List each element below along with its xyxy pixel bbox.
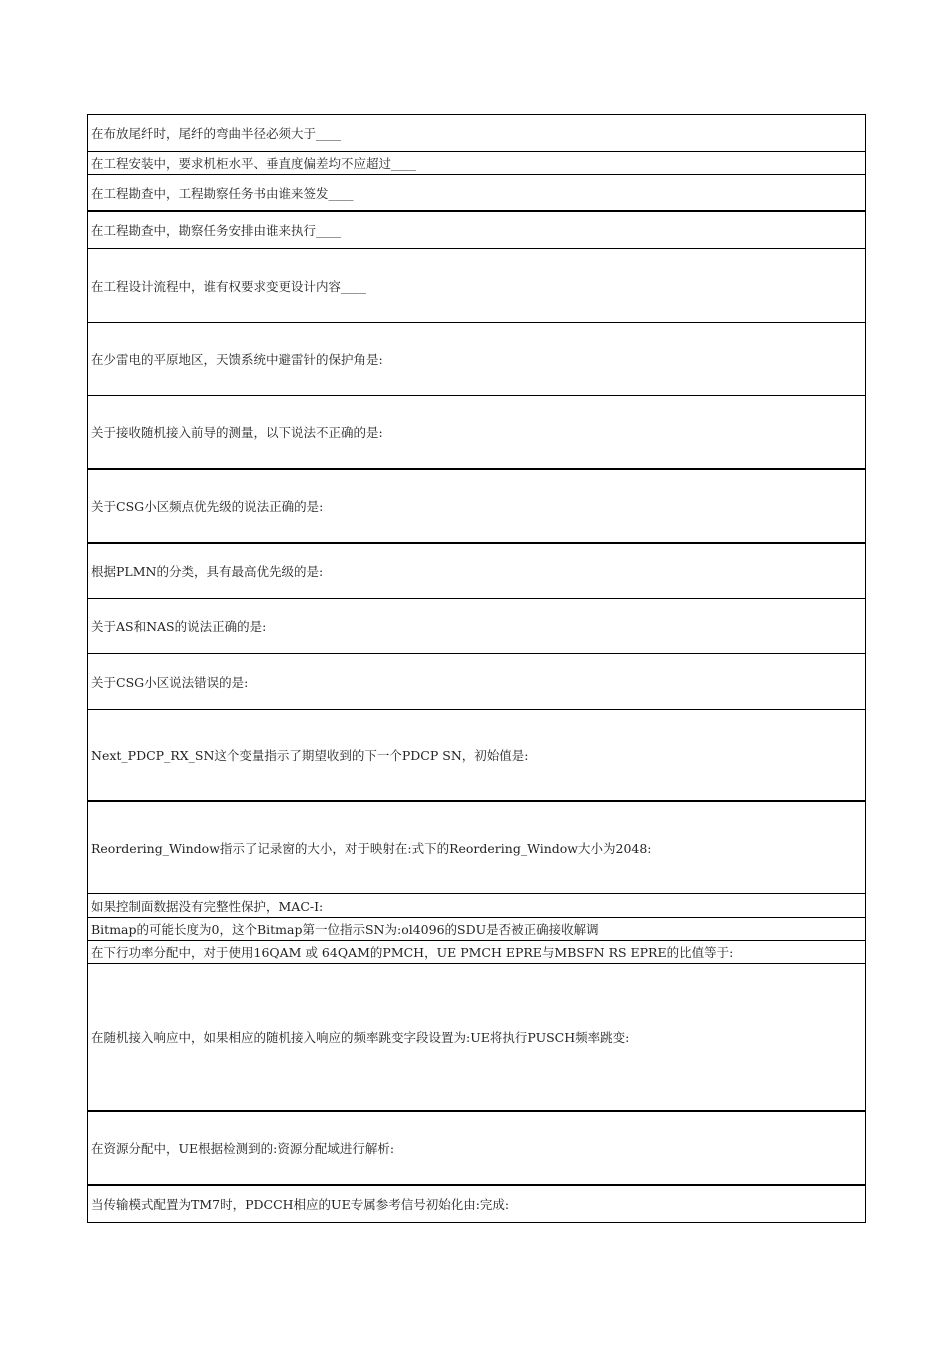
question-text: 在工程勘查中，勘察任务安排由谁来执行____ <box>91 223 342 238</box>
table-row <box>87 654 866 710</box>
table-row <box>87 599 866 654</box>
table-row <box>87 710 866 802</box>
table-row <box>87 1112 866 1186</box>
table-row <box>87 918 866 941</box>
question-text: 关于AS和NAS的说法正确的是: <box>91 619 267 634</box>
table-row <box>87 396 866 470</box>
table-row <box>87 544 866 599</box>
table-row <box>87 802 866 894</box>
question-text: 在下行功率分配中，对于使用16QAM 或 64QAM的PMCH，UE PMCH EPRE与MBSFN RS EPRE的比值等于: <box>91 945 734 960</box>
question-text: Reordering_Window指示了记录窗的大小，对于映射在:式下的Reordering_Window大小为2048: <box>91 840 652 856</box>
question-text: 在布放尾纤时，尾纤的弯曲半径必须大于____ <box>91 126 342 141</box>
table-row <box>87 323 866 396</box>
table-row <box>87 941 866 964</box>
table-row <box>87 470 866 544</box>
question-text: 在工程勘查中，工程勘察任务书由谁来签发____ <box>91 185 354 201</box>
table-row <box>87 114 866 152</box>
table-row <box>87 894 866 918</box>
question-text: 根据PLMN的分类，具有最高优先级的是: <box>91 564 324 579</box>
question-text: 在工程设计流程中，谁有权要求变更设计内容____ <box>91 278 367 294</box>
table-row <box>87 1186 866 1223</box>
question-text: 在少雷电的平原地区，天馈系统中避雷针的保护角是: <box>91 352 383 367</box>
question-text: 当传输模式配置为TM7时，PDCCH相应的UE专属参考信号初始化由:完成: <box>91 1197 510 1212</box>
question-text: 关于接收随机接入前导的测量，以下说法不正确的是: <box>91 425 383 440</box>
question-text: 关于CSG小区说法错误的是: <box>91 674 249 690</box>
question-text: 在资源分配中，UE根据检测到的:资源分配域进行解析: <box>91 1141 395 1156</box>
table-row <box>87 152 866 175</box>
question-text: 在工程安装中，要求机柜水平、垂直度偏差均不应超过____ <box>91 156 417 171</box>
table-row <box>87 249 866 323</box>
table-row <box>87 964 866 1112</box>
question-table <box>87 114 866 1223</box>
question-text: 如果控制面数据没有完整性保护，MAC-I: <box>91 898 324 914</box>
question-text: Next_PDCP_RX_SN这个变量指示了期望收到的下一个PDCP SN，初始值是: <box>91 748 529 763</box>
question-text: 关于CSG小区频点优先级的说法正确的是: <box>91 499 324 514</box>
table-row <box>87 212 866 249</box>
question-text: 在随机接入响应中，如果相应的随机接入响应的频率跳变字段设置为:UE将执行PUSCH频率跳变: <box>91 1030 630 1045</box>
table-row <box>87 175 866 212</box>
question-text: Bitmap的可能长度为0，这个Bitmap第一位指示SN为:ol4096的SDU是否被正确接收解调 <box>91 922 599 937</box>
